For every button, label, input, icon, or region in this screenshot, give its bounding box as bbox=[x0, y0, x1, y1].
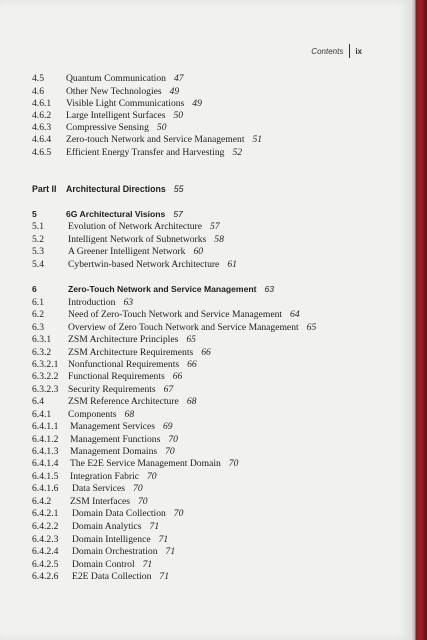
toc-entry bbox=[0, 322, 412, 334]
toc-entry-text bbox=[68, 322, 316, 333]
toc-entry-title: Need of Zero-Touch Network and Service Management bbox=[68, 309, 283, 320]
toc-entry bbox=[0, 483, 412, 495]
toc-entry-text bbox=[72, 521, 159, 532]
toc-entry-number: 6.4.1 bbox=[32, 409, 52, 420]
toc-entry-number: 6.2 bbox=[32, 309, 44, 320]
toc-entry-text bbox=[66, 98, 202, 109]
toc-entry-title: The E2E Service Management Domain bbox=[70, 458, 221, 469]
toc-entry-page: 71 bbox=[158, 534, 169, 545]
toc-entry-number: 6.1 bbox=[32, 297, 44, 308]
toc-entry bbox=[0, 471, 412, 483]
toc-entry bbox=[0, 73, 412, 85]
toc-entry-page: 70 bbox=[168, 434, 178, 445]
running-header bbox=[311, 44, 362, 58]
toc-entry-text bbox=[66, 147, 242, 158]
toc-entry-title: Quantum Communication bbox=[66, 73, 166, 84]
toc-entry-page: 52 bbox=[232, 147, 243, 158]
toc-entry-text bbox=[72, 546, 175, 557]
toc-entry-title: Other New Technologies bbox=[66, 86, 162, 97]
toc-entry-page: 65 bbox=[186, 334, 196, 345]
toc-entry-number: 5.3 bbox=[32, 246, 44, 257]
toc-entry-page: 70 bbox=[228, 458, 239, 469]
toc-entry-number: 6.4.1.6 bbox=[32, 483, 59, 494]
toc-entry bbox=[0, 334, 412, 346]
toc-entry bbox=[0, 359, 412, 371]
toc-entry-text bbox=[68, 371, 182, 382]
toc-entry-page: 58 bbox=[214, 234, 224, 245]
toc-entry bbox=[0, 559, 412, 571]
toc-entry-title: 6G Architectural Visions bbox=[66, 209, 166, 219]
toc-entry bbox=[0, 259, 412, 271]
toc-entry-text bbox=[68, 284, 274, 294]
toc-entry-number: 6.4.1.5 bbox=[32, 471, 59, 482]
toc-entry bbox=[0, 147, 412, 159]
toc-entry-number: 6.4.2.2 bbox=[32, 521, 59, 532]
toc-entry-page: 55 bbox=[173, 184, 184, 194]
toc-entry-number: Part II bbox=[32, 184, 57, 194]
toc-entry-number: 6.4.1.3 bbox=[32, 446, 59, 457]
toc-entry-title: Intelligent Network of Subnetworks bbox=[68, 234, 207, 245]
toc-entry bbox=[0, 234, 412, 246]
toc-entry-title: Functional Requirements bbox=[68, 371, 165, 382]
toc-entry-page: 47 bbox=[173, 73, 184, 84]
toc-entry-text bbox=[68, 246, 203, 257]
toc-entry-number: 6.3.1 bbox=[32, 334, 52, 345]
toc-entry-title: Components bbox=[68, 409, 117, 420]
toc-entry-number: 6.4.1.4 bbox=[32, 458, 59, 469]
toc-entry-text bbox=[68, 221, 220, 232]
toc-entry-text bbox=[66, 73, 184, 84]
toc-entry-number: 6.3.2.2 bbox=[32, 371, 59, 382]
toc-entry-title: Evolution of Network Architecture bbox=[68, 221, 203, 232]
toc-entry-page: 63 bbox=[264, 284, 275, 294]
toc-entry-number: 6.3.2.3 bbox=[32, 384, 59, 395]
toc-entry-page: 66 bbox=[172, 371, 183, 382]
toc-entry bbox=[0, 384, 412, 396]
toc-entry-number: 5 bbox=[32, 209, 37, 219]
toc-entry-text bbox=[72, 571, 169, 582]
toc-entry-title: Efficient Energy Transfer and Harvesting bbox=[66, 147, 225, 158]
toc-entry-text bbox=[72, 534, 168, 545]
toc-entry-text bbox=[68, 347, 211, 358]
toc-entry-number: 4.5 bbox=[32, 73, 44, 84]
book-edge bbox=[412, 0, 427, 640]
toc-entry-title: Zero-touch Network and Service Management bbox=[66, 134, 245, 145]
toc-entry-title: Cybertwin-based Network Architecture bbox=[68, 259, 220, 270]
toc-entry-page: 71 bbox=[142, 559, 153, 570]
toc-entry-text bbox=[68, 384, 173, 395]
toc-entry-page: 68 bbox=[124, 409, 135, 420]
toc-entry-page: 50 bbox=[156, 122, 167, 133]
toc-entry-title: ZSM Architecture Requirements bbox=[68, 347, 194, 358]
toc-entry bbox=[0, 371, 412, 383]
toc-entry-title: Security Requirements bbox=[68, 384, 156, 395]
toc-entry-title: Nonfunctional Requirements bbox=[68, 359, 180, 370]
toc-entry-text bbox=[68, 259, 237, 270]
toc-entry-page: 70 bbox=[147, 471, 157, 482]
toc-entry-title: Domain Intelligence bbox=[72, 534, 151, 545]
toc-entry-number: 6.3 bbox=[32, 322, 44, 333]
toc-entry-title: E2E Data Collection bbox=[72, 571, 152, 582]
toc-entry-page: 65 bbox=[306, 322, 317, 333]
toc-entry bbox=[0, 521, 412, 533]
toc-entry bbox=[0, 434, 412, 446]
toc-entry-text bbox=[66, 86, 179, 97]
toc-entry-number: 6.4.1.1 bbox=[32, 421, 59, 432]
toc-entry-number: 6.4.2.1 bbox=[32, 508, 59, 519]
toc-entry-title: Introduction bbox=[68, 297, 116, 308]
toc-entry-title: Visible Light Communications bbox=[66, 98, 185, 109]
toc-entry-number: 4.6.3 bbox=[32, 122, 52, 133]
toc-entry-number: 5.1 bbox=[32, 221, 44, 232]
toc-entry-page: 70 bbox=[173, 508, 184, 519]
toc-entry-text bbox=[70, 434, 178, 445]
toc-entry-text bbox=[68, 234, 224, 245]
header-page-number: ix bbox=[355, 46, 362, 56]
toc-entry-page: 69 bbox=[162, 421, 173, 432]
toc-entry bbox=[0, 396, 412, 408]
toc-entry bbox=[0, 221, 412, 233]
header-title: Contents bbox=[311, 46, 344, 56]
toc-entry-title: Management Functions bbox=[70, 434, 161, 445]
toc-entry-text bbox=[72, 483, 143, 494]
toc-entry-page: 57 bbox=[173, 209, 183, 219]
toc-entry bbox=[0, 546, 412, 558]
toc-entry-text bbox=[66, 110, 183, 121]
toc-entry-text bbox=[66, 122, 166, 133]
toc-entry-title: Management Services bbox=[70, 421, 155, 432]
toc-entry-text bbox=[70, 458, 238, 469]
toc-entry bbox=[0, 134, 412, 146]
toc-entry-title: Data Services bbox=[72, 483, 126, 494]
toc-entry-number: 5.4 bbox=[32, 259, 44, 270]
toc-entry-number: 6 bbox=[32, 284, 37, 294]
toc-entry-text bbox=[68, 297, 133, 308]
toc-entry-title: Domain Control bbox=[72, 559, 135, 570]
toc-entry-title: Domain Data Collection bbox=[72, 508, 166, 519]
toc-entry bbox=[0, 297, 412, 309]
toc-entry bbox=[0, 246, 412, 258]
toc-entry-text bbox=[70, 446, 175, 457]
toc-entry-text bbox=[68, 334, 196, 345]
toc-entry-title: Compressive Sensing bbox=[66, 122, 149, 133]
toc-entry-number: 6.3.2.1 bbox=[32, 359, 59, 370]
toc-entry-number: 6.4 bbox=[32, 396, 44, 407]
toc-entry-number: 6.4.2.5 bbox=[32, 559, 59, 570]
toc-entry-text bbox=[68, 396, 196, 407]
toc-entry-number: 4.6 bbox=[32, 86, 44, 97]
toc-entry-page: 66 bbox=[187, 359, 197, 370]
toc-entry bbox=[0, 508, 412, 520]
toc-entry bbox=[0, 409, 412, 421]
toc-entry-title: Domain Analytics bbox=[72, 521, 142, 532]
toc-entry bbox=[0, 122, 412, 134]
toc-entry bbox=[0, 309, 412, 321]
toc-entry-text bbox=[68, 309, 300, 320]
toc-entry-page: 68 bbox=[186, 396, 197, 407]
toc-entry-title: ZSM Interfaces bbox=[70, 496, 130, 507]
toc-entry-number: 6.4.1.2 bbox=[32, 434, 59, 445]
toc-entry-number: 6.3.2 bbox=[32, 347, 52, 358]
toc-entry-page: 64 bbox=[290, 309, 300, 320]
toc-entry-page: 70 bbox=[137, 496, 148, 507]
toc-entry-text bbox=[66, 184, 184, 194]
toc-entry-text bbox=[66, 134, 262, 145]
toc-entry-title: Architectural Directions bbox=[66, 184, 166, 194]
toc-entry-text bbox=[66, 209, 183, 219]
toc-entry-title: A Greener Intelligent Network bbox=[68, 246, 186, 257]
toc-entry-page: 71 bbox=[165, 546, 176, 557]
toc-entry bbox=[0, 86, 412, 98]
toc-entry-number: 6.4.2.6 bbox=[32, 571, 59, 582]
toc-entry-page: 63 bbox=[123, 297, 134, 308]
toc-entry bbox=[0, 458, 412, 470]
toc-entry bbox=[0, 110, 412, 122]
toc-entry bbox=[0, 496, 412, 508]
toc-entry-title: Domain Orchestration bbox=[72, 546, 158, 557]
toc-entry-number: 4.6.5 bbox=[32, 147, 52, 158]
toc-entry-title: Overview of Zero Touch Network and Service Management bbox=[68, 322, 299, 333]
toc-entry-title: ZSM Architecture Principles bbox=[68, 334, 179, 345]
toc-entry-number: 5.2 bbox=[32, 234, 44, 245]
toc-entry bbox=[0, 98, 412, 110]
toc-entry bbox=[0, 347, 412, 359]
toc-entry-number: 6.4.2.3 bbox=[32, 534, 59, 545]
toc-entry-number: 6.4.2 bbox=[32, 496, 52, 507]
toc-entry-page: 51 bbox=[252, 134, 263, 145]
toc-chapter-entry bbox=[0, 284, 412, 296]
toc-entry-text bbox=[72, 508, 183, 519]
toc-entry-text bbox=[68, 409, 134, 420]
toc-entry-page: 61 bbox=[227, 259, 237, 270]
toc-entry-page: 49 bbox=[192, 98, 202, 109]
toc-entry-number: 4.6.1 bbox=[32, 98, 52, 109]
toc-entry-text bbox=[70, 421, 173, 432]
toc-entry-title: Zero-Touch Network and Service Management bbox=[68, 284, 257, 294]
toc-entry-page: 71 bbox=[149, 521, 160, 532]
toc-entry-title: Management Domains bbox=[70, 446, 158, 457]
toc-entry-page: 60 bbox=[193, 246, 204, 257]
toc-entry-page: 50 bbox=[173, 110, 184, 121]
toc-entry-text bbox=[70, 471, 157, 482]
toc-chapter-entry bbox=[0, 209, 412, 221]
toc-entry-page: 49 bbox=[169, 86, 180, 97]
toc-entry-page: 57 bbox=[210, 221, 220, 232]
header-divider bbox=[349, 44, 350, 58]
toc-entry bbox=[0, 534, 412, 546]
toc-entry-page: 67 bbox=[163, 384, 174, 395]
toc-entry bbox=[0, 446, 412, 458]
toc-entry-page: 66 bbox=[201, 347, 211, 358]
toc-entry-page: 71 bbox=[159, 571, 169, 582]
toc-entry-number: 4.6.4 bbox=[32, 134, 52, 145]
toc-entry-number: 4.6.2 bbox=[32, 110, 52, 121]
toc-entry-title: ZSM Reference Architecture bbox=[68, 396, 179, 407]
toc-entry-title: Integration Fabric bbox=[70, 471, 139, 482]
toc-entry-text bbox=[72, 559, 152, 570]
toc-entry-page: 70 bbox=[165, 446, 175, 457]
toc-entry bbox=[0, 421, 412, 433]
toc-entry-text bbox=[68, 359, 197, 370]
toc-entry bbox=[0, 571, 412, 583]
toc-entry-title: Large Intelligent Surfaces bbox=[66, 110, 166, 121]
toc-entry-page: 70 bbox=[133, 483, 143, 494]
toc-entry-number: 6.4.2.4 bbox=[32, 546, 59, 557]
toc-part-entry bbox=[0, 184, 412, 196]
toc-entry-text bbox=[70, 496, 148, 507]
